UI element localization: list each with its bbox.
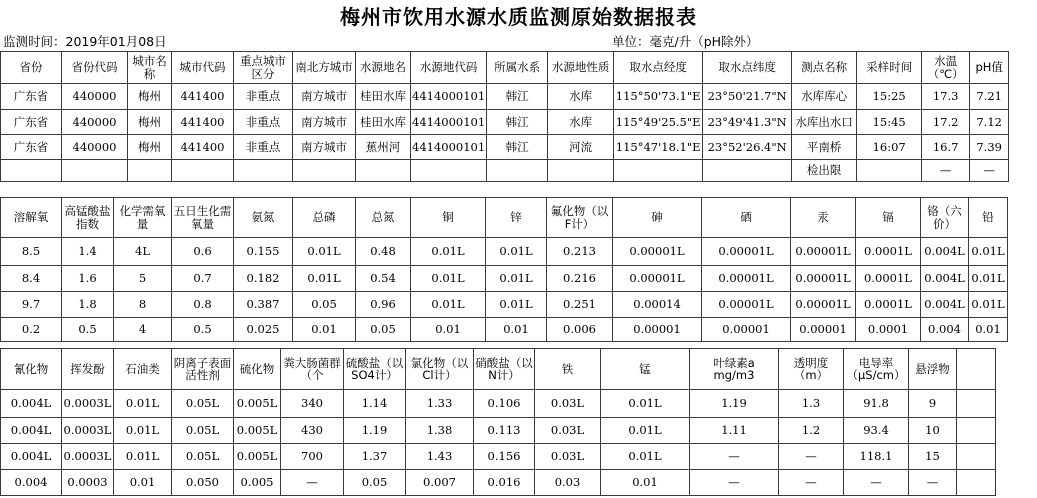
table-cell: 23°50'21.7"N <box>703 84 792 110</box>
table-cell: 0.5 <box>172 318 234 342</box>
table-cell: 0.182 <box>234 266 293 292</box>
table-cell: 0.004L <box>921 266 969 292</box>
table-cell: 0.01L <box>486 292 547 318</box>
table-cell <box>957 444 996 470</box>
table-cell: 0.00001L <box>791 238 856 266</box>
table-cell: 0.004 <box>921 318 969 342</box>
table-cell: 0.213 <box>547 238 613 266</box>
table-cell: 15:45 <box>857 110 922 135</box>
table-cell: — <box>779 444 844 470</box>
table-cell: 水库库心 <box>792 84 857 110</box>
header-cell: 省份 <box>1 52 62 84</box>
table-cell <box>234 160 293 182</box>
table-cell: 115°47'18.1"E <box>614 135 703 160</box>
table-cell: 91.8 <box>844 390 909 418</box>
header-cell: 硫化物 <box>234 349 281 390</box>
header-cell: 取水点纬度 <box>703 52 792 84</box>
table-cell: 0.005L <box>234 390 281 418</box>
table-cell: 0.01L <box>601 390 690 418</box>
table-cell: 0.00001L <box>702 292 791 318</box>
table-cell: 平南桥 <box>792 135 857 160</box>
table-cell: 韩江 <box>487 110 548 135</box>
table-cell <box>957 470 996 496</box>
table-cell: 非重点 <box>234 84 293 110</box>
table-cell: 7.21 <box>970 84 1009 110</box>
table-cell: 118.1 <box>844 444 909 470</box>
header-cell: 氰化物 <box>1 349 62 390</box>
header-cell: 水源地名 <box>356 52 411 84</box>
table-cell: 441400 <box>172 84 234 110</box>
table-cell: 4414000101 <box>411 84 487 110</box>
table-cell: — <box>844 470 909 496</box>
table-cell <box>172 160 234 182</box>
table-cell: 440000 <box>62 84 128 110</box>
table-cell: 0.01L <box>411 238 486 266</box>
header-cell: 悬浮物 <box>909 349 957 390</box>
header-cell: 铜 <box>411 198 486 238</box>
table-cell: 0.00001L <box>702 266 791 292</box>
table-cell: 0.00001 <box>613 318 702 342</box>
table-cell: 韩江 <box>487 84 548 110</box>
table-row <box>1 238 1008 266</box>
header-cell: 铅 <box>969 198 1008 238</box>
table-cell: 梅州 <box>128 135 172 160</box>
header-cell: pH值 <box>970 52 1009 84</box>
table-cell <box>957 390 996 418</box>
table-cell: 广东省 <box>1 135 62 160</box>
header-cell: 叶绿素a mg/m3 <box>690 349 779 390</box>
table-cell: 0.005L <box>234 418 281 444</box>
table-cell <box>487 160 548 182</box>
table-cell: 0.00001L <box>613 238 702 266</box>
table-cell: 0.387 <box>234 292 293 318</box>
table-cell: 0.01L <box>114 390 172 418</box>
table-cell: 0.0001L <box>856 292 921 318</box>
table-cell: 0.01 <box>293 318 356 342</box>
table-cell <box>1 160 62 182</box>
header-cell: 高锰酸盐指数 <box>62 198 114 238</box>
table-cell: — <box>690 470 779 496</box>
table-cell: 4414000101 <box>411 110 487 135</box>
table-cell: 0.004L <box>1 390 62 418</box>
table-cell: 蕉州河 <box>356 135 411 160</box>
table-cell: 17.2 <box>922 110 970 135</box>
table-cell <box>411 160 487 182</box>
header-cell: 测点名称 <box>792 52 857 84</box>
table-cell: 1.33 <box>406 390 474 418</box>
table-cell <box>614 160 703 182</box>
table-cell: 桂田水库 <box>356 110 411 135</box>
table-cell: 0.01L <box>969 292 1008 318</box>
table-cell: 0.01L <box>411 292 486 318</box>
table-cell: — <box>281 470 344 496</box>
header-cell: 硫酸盐（以SO4计） <box>344 349 406 390</box>
header-cell: 氯化物（以Cl计） <box>406 349 474 390</box>
table-cell: 0.05L <box>172 444 234 470</box>
table-cell: 0.00001L <box>613 266 702 292</box>
table-cell: 0.01L <box>411 266 486 292</box>
table-cell: 0.251 <box>547 292 613 318</box>
table-cell <box>356 160 411 182</box>
table-cell: 1.19 <box>344 418 406 444</box>
table-cell: 0.0003L <box>62 444 114 470</box>
table-cell: 0.004L <box>921 238 969 266</box>
header-cell: 石油类 <box>114 349 172 390</box>
table-cell: 0.01L <box>293 238 356 266</box>
table-cell: 0.004 <box>1 470 62 496</box>
table-cell: 430 <box>281 418 344 444</box>
header-cell: 五日生化需氧量 <box>172 198 234 238</box>
table-cell: 4L <box>114 238 172 266</box>
table-cell: 23°52'26.4"N <box>703 135 792 160</box>
table-cell: 0.05 <box>356 318 411 342</box>
table-cell <box>548 160 614 182</box>
table-cell: 23°49'41.3"N <box>703 110 792 135</box>
table-cell: 0.005L <box>234 444 281 470</box>
table-cell: 0.00001L <box>702 238 791 266</box>
table-cell: 水库 <box>548 110 614 135</box>
header-cell: 铬（六价） <box>921 198 969 238</box>
table-cell: 0.01 <box>411 318 486 342</box>
header-cell: 城市名称 <box>128 52 172 84</box>
table-cell: 0.00014 <box>613 292 702 318</box>
table-cell: 440000 <box>62 135 128 160</box>
table-cell: 0.00001L <box>791 292 856 318</box>
header-cell: 阴离子表面活性剂 <box>172 349 234 390</box>
table-cell: 1.43 <box>406 444 474 470</box>
table-cell: 0.05L <box>172 390 234 418</box>
table-cell: 440000 <box>62 110 128 135</box>
header-cell: 氟化物（以F计） <box>547 198 613 238</box>
table-cell: 河流 <box>548 135 614 160</box>
table-cell: 10 <box>909 418 957 444</box>
table-cell: 0.03 <box>535 470 601 496</box>
table-cell: 1.38 <box>406 418 474 444</box>
table-cell: 0.01 <box>969 318 1008 342</box>
header-cell: 水源地性质 <box>548 52 614 84</box>
table-cell: 0.0003L <box>62 390 114 418</box>
header-cell: 电导率（μS/cm） <box>844 349 909 390</box>
table-cell: 0.006 <box>547 318 613 342</box>
table-cell: 0.01L <box>601 444 690 470</box>
table-cell: 17.3 <box>922 84 970 110</box>
report-title: 梅州市饮用水源水质监测原始数据报表 <box>340 5 697 29</box>
table-cell: 0.05 <box>293 292 356 318</box>
table-cell: 0.01 <box>486 318 547 342</box>
table-cell: 16.7 <box>922 135 970 160</box>
table-cell: — <box>779 470 844 496</box>
table-cell: 0.48 <box>356 238 411 266</box>
header-cell: 所属水系 <box>487 52 548 84</box>
header-cell: 化学需氧量 <box>114 198 172 238</box>
table-cell: 5 <box>114 266 172 292</box>
table-cell: 0.5 <box>62 318 114 342</box>
table-row <box>1 390 996 418</box>
header-cell: 镉 <box>856 198 921 238</box>
table-cell: 0.01L <box>486 238 547 266</box>
header-cell: 城市代码 <box>172 52 234 84</box>
table-cell: 0.004L <box>921 292 969 318</box>
table-cell: 8 <box>114 292 172 318</box>
table-cell: 非重点 <box>234 135 293 160</box>
header-cell <box>957 349 996 390</box>
table-cell: 0.0001L <box>856 238 921 266</box>
table-cell: 梅州 <box>128 110 172 135</box>
table-cell: — <box>922 160 970 182</box>
table-cell: 8.5 <box>1 238 62 266</box>
table-cell: 0.6 <box>172 238 234 266</box>
table-cell: 0.106 <box>474 390 535 418</box>
table-cell: 0.01L <box>969 266 1008 292</box>
detection-limit-label: 检出限 <box>792 160 857 182</box>
header-cell: 砷 <box>613 198 702 238</box>
water-quality-table-2 <box>0 348 996 496</box>
table-cell: 441400 <box>172 135 234 160</box>
table-cell: 4414000101 <box>411 135 487 160</box>
header-cell: 硝酸盐（以N计） <box>474 349 535 390</box>
table-cell: 0.03L <box>535 418 601 444</box>
table-cell: — <box>690 444 779 470</box>
header-cell: 氨氮 <box>234 198 293 238</box>
table-cell: 15:25 <box>857 84 922 110</box>
table-cell: 340 <box>281 390 344 418</box>
table-cell: — <box>970 160 1009 182</box>
table-cell: 0.03L <box>535 444 601 470</box>
header-cell: 粪大肠菌群（个 <box>281 349 344 390</box>
detection-limit-row <box>1 160 1009 182</box>
table-cell: 0.0001L <box>856 266 921 292</box>
table-cell: 115°50'73.1"E <box>614 84 703 110</box>
table-cell <box>703 160 792 182</box>
basic-info-table <box>0 51 1009 182</box>
table-cell: 0.8 <box>172 292 234 318</box>
table-cell: 0.01L <box>486 266 547 292</box>
table-cell: 广东省 <box>1 110 62 135</box>
header-cell: 溶解氧 <box>1 198 62 238</box>
table-row <box>1 266 1008 292</box>
table-cell: 1.37 <box>344 444 406 470</box>
table-cell: 0.01L <box>114 418 172 444</box>
table-row <box>1 84 1009 110</box>
water-quality-table-1 <box>0 197 1008 342</box>
table-cell: 0.00001 <box>702 318 791 342</box>
table-cell: 0.54 <box>356 266 411 292</box>
table-cell: 南方城市 <box>293 110 356 135</box>
table-cell: 0.004L <box>1 418 62 444</box>
table-cell: 0.01L <box>114 444 172 470</box>
header-cell: 铁 <box>535 349 601 390</box>
table-cell <box>293 160 356 182</box>
header-cell: 透明度（m） <box>779 349 844 390</box>
table-cell: 桂田水库 <box>356 84 411 110</box>
table-cell: 9 <box>909 390 957 418</box>
table-cell: 韩江 <box>487 135 548 160</box>
table-cell: 0.050 <box>172 470 234 496</box>
table-cell: 0.01L <box>969 238 1008 266</box>
monitoring-date: 监测时间：2019年01月08日 <box>3 34 167 49</box>
table-cell: 0.005 <box>234 470 281 496</box>
table-header-row <box>1 52 1009 84</box>
header-cell: 汞 <box>791 198 856 238</box>
table-cell: 0.0001 <box>856 318 921 342</box>
table-cell: 700 <box>281 444 344 470</box>
header-cell: 总磷 <box>293 198 356 238</box>
table-cell: 16:07 <box>857 135 922 160</box>
table-cell: 梅州 <box>128 84 172 110</box>
table-cell: 0.025 <box>234 318 293 342</box>
table-cell: 0.00001 <box>791 318 856 342</box>
table-cell: 0.05 <box>344 470 406 496</box>
table-cell: 水库出水口 <box>792 110 857 135</box>
header-cell: 取水点经度 <box>614 52 703 84</box>
table-cell: 0.155 <box>234 238 293 266</box>
table-cell: 0.113 <box>474 418 535 444</box>
table-cell: 0.96 <box>356 292 411 318</box>
table-cell: 0.7 <box>172 266 234 292</box>
table-row <box>1 444 996 470</box>
table-cell: 0.05L <box>172 418 234 444</box>
header-cell: 水温（℃） <box>922 52 970 84</box>
header-cell: 水源地代码 <box>411 52 487 84</box>
table-cell: 1.4 <box>62 238 114 266</box>
table-cell: 0.016 <box>474 470 535 496</box>
table-cell: 0.0003 <box>62 470 114 496</box>
table-cell: 南方城市 <box>293 84 356 110</box>
table-cell: 4 <box>114 318 172 342</box>
table-cell: 8.4 <box>1 266 62 292</box>
header-cell: 总氮 <box>356 198 411 238</box>
header-cell: 锌 <box>486 198 547 238</box>
header-cell: 采样时间 <box>857 52 922 84</box>
table-cell: 0.01 <box>114 470 172 496</box>
table-cell: 1.11 <box>690 418 779 444</box>
table-cell <box>128 160 172 182</box>
header-cell: 硒 <box>702 198 791 238</box>
table-row <box>1 135 1009 160</box>
table-cell: — <box>909 470 957 496</box>
table-cell: 广东省 <box>1 84 62 110</box>
table-cell: 0.2 <box>1 318 62 342</box>
table-cell: 1.8 <box>62 292 114 318</box>
header-cell: 锰 <box>601 349 690 390</box>
table-cell <box>957 418 996 444</box>
unit-note: 单位：毫克/升（pH除外） <box>612 34 759 49</box>
detection-limit-row <box>1 318 1008 342</box>
table-cell: 0.01 <box>601 470 690 496</box>
table-cell: 1.2 <box>779 418 844 444</box>
header-cell: 重点城市区分 <box>234 52 293 84</box>
table-cell: 115°49'25.5"E <box>614 110 703 135</box>
table-cell: 0.216 <box>547 266 613 292</box>
header-cell: 挥发酚 <box>62 349 114 390</box>
table-cell: 0.004L <box>1 444 62 470</box>
header-cell: 南北方城市 <box>293 52 356 84</box>
table-cell: 15 <box>909 444 957 470</box>
table-row <box>1 110 1009 135</box>
table-cell: 南方城市 <box>293 135 356 160</box>
table-row <box>1 292 1008 318</box>
table-cell <box>857 160 922 182</box>
table-cell: 0.03L <box>535 390 601 418</box>
table-cell: 0.0003L <box>62 418 114 444</box>
table-cell: 0.007 <box>406 470 474 496</box>
table-cell: 非重点 <box>234 110 293 135</box>
table-row <box>1 418 996 444</box>
table-cell: 7.39 <box>970 135 1009 160</box>
table-cell: 0.00001L <box>791 266 856 292</box>
header-cell: 省份代码 <box>62 52 128 84</box>
table-cell: 1.19 <box>690 390 779 418</box>
table-cell: 水库 <box>548 84 614 110</box>
table-cell: 441400 <box>172 110 234 135</box>
table-cell: 0.156 <box>474 444 535 470</box>
table-cell <box>62 160 128 182</box>
table-header-row <box>1 198 1008 238</box>
table-cell: 0.01L <box>293 266 356 292</box>
table-cell: 1.14 <box>344 390 406 418</box>
table-cell: 7.12 <box>970 110 1009 135</box>
detection-limit-row <box>1 470 996 496</box>
table-header-row <box>1 349 996 390</box>
table-cell: 93.4 <box>844 418 909 444</box>
table-cell: 1.3 <box>779 390 844 418</box>
table-cell: 9.7 <box>1 292 62 318</box>
table-cell: 1.6 <box>62 266 114 292</box>
table-cell: 0.01L <box>601 418 690 444</box>
